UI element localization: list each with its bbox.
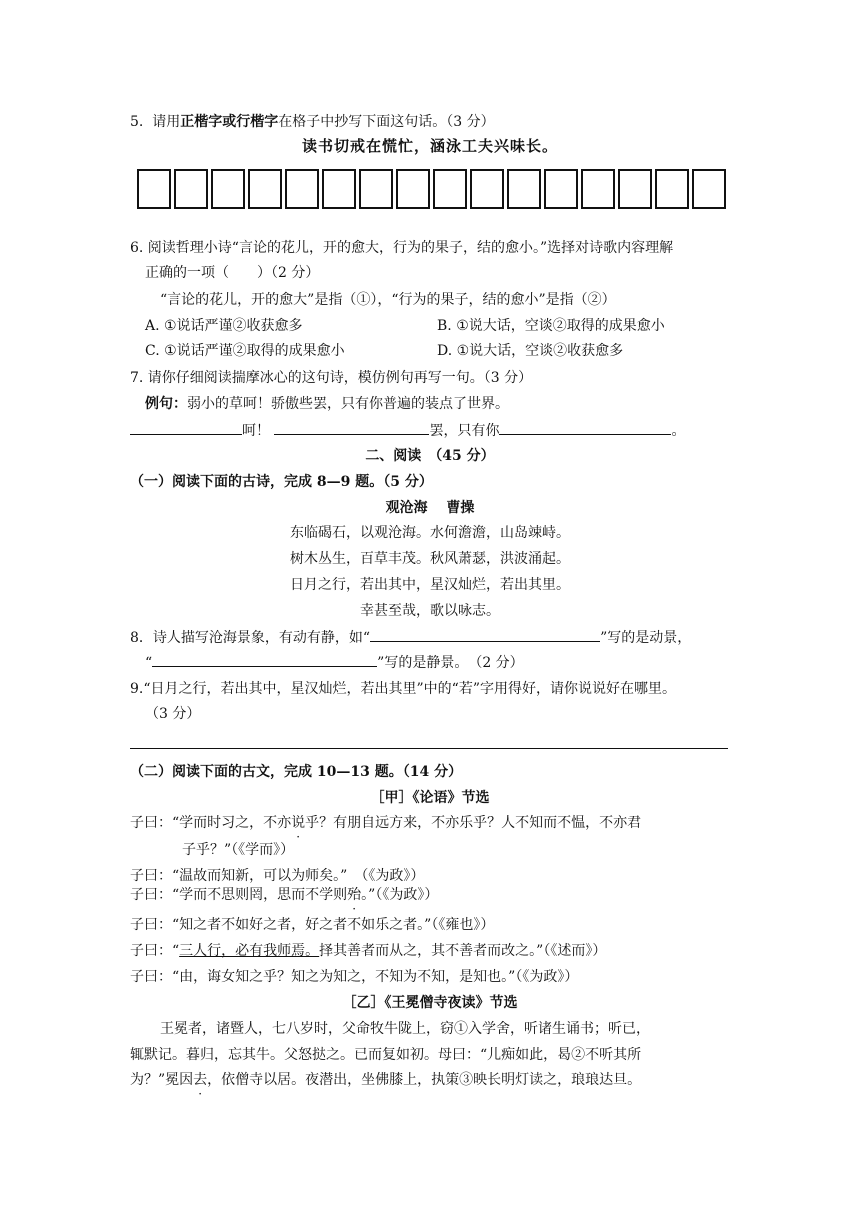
q5-pre: 请用 [152, 114, 181, 130]
poem-title: 观沧海 曹操 [385, 500, 475, 516]
q7-fill-1: 呵！ [242, 423, 270, 439]
ly5-underlined: 三人行，必有我师焉。 [179, 943, 320, 959]
part1-heading: （一）阅读下面的古诗，完成 8—9 题。（5 分） [130, 474, 433, 490]
wangmian-line2: 辄默记。暮归，忘其牛。父怒挞之。已而复如初。母曰：“儿痴如此，曷②不听其所 [130, 1047, 642, 1063]
q8-text-d: ”写的是静景。 （2 分） [377, 655, 524, 671]
wm3-b: ，依僧寺以居。夜潜出，坐佛膝上，执策③映长明灯读之，琅琅达旦。 [207, 1072, 642, 1088]
answer-line[interactable] [130, 748, 728, 749]
ly3-dotted-char: 殆 [347, 887, 362, 903]
grid-cell[interactable] [544, 169, 578, 209]
lunyu-6: 子曰：“由，诲女知之乎？知之为知之，不知为不知，是知也。”（《为政》） [130, 969, 579, 985]
q7-example [145, 394, 509, 414]
grid-cell[interactable] [322, 169, 356, 209]
q6-line1: 6. 阅读哲理小诗“言论的花儿，开的愈大，行为的果子，结的愈小。”选择对诗歌内容理解 [130, 240, 674, 256]
grid-cell[interactable] [211, 169, 245, 209]
q6-line3: “言论的花儿，开的愈大”是指（①），“行为的果子，结的愈小”是指（②） [160, 292, 616, 308]
grid-cell[interactable] [359, 169, 393, 209]
wangmian-line1: 王冕者，诸暨人，七八岁时，父命牧牛陇上，窃①入学舍，听诸生诵书；听已， [160, 1021, 650, 1037]
grid-cell[interactable] [433, 169, 467, 209]
q8-line1 [130, 627, 691, 648]
ly1-b: 乎？有朋自远方来，不亦乐乎？人不知而不愠，不亦君 [305, 815, 642, 831]
part2-heading: （二）阅读下面的古文，完成 10—13 题。（14 分） [130, 764, 463, 780]
yi-title: ［乙］《王冕僧寺夜读》节选 [342, 995, 518, 1011]
ly5-a: 子曰：“ [130, 943, 180, 959]
q7-example-text: 弱小的草呵！骄傲些罢，只有你普遍的装点了世界。 [187, 396, 509, 412]
q5-prompt [130, 112, 495, 132]
poem-line-3: 日月之行，若出其中，星汉灿烂，若出其里。 [290, 577, 570, 593]
q5-bold-text: 正楷字或行楷字 [180, 114, 279, 130]
grid-cell[interactable] [507, 169, 541, 209]
q8-line2 [145, 652, 524, 673]
q8-text-b: ”写的是动景， [600, 630, 692, 646]
grid-cell[interactable] [248, 169, 282, 209]
q6-line2: 正确的一项（ ）（2 分） [145, 265, 320, 281]
q7-blank-1[interactable] [130, 420, 242, 435]
q8-text-a: 8．诗人描写沧海景象，有动有静，如“ [130, 630, 371, 646]
grid-cell[interactable] [174, 169, 208, 209]
q9-line1: 9.“日月之行，若出其中，星汉灿烂，若出其里”中的“若”字用得好，请你说说好在哪里。 [130, 681, 676, 697]
grid-cell[interactable] [470, 169, 504, 209]
wm3-a: 为？”冕因 [130, 1072, 194, 1088]
jia-title: ［甲］《论语》节选 [370, 790, 490, 806]
q6-option-a: A. ①说话严谨②收获愈多 [145, 318, 303, 334]
q6-option-c: C. ①说话严谨②取得的成果愈小 [145, 343, 345, 359]
q7-fill-2: 罢，只有你 [429, 423, 500, 439]
ly3-a: 子曰：“学而不思则罔，思而不学则 [130, 887, 348, 903]
wm3-dotted-char: 去 [193, 1072, 208, 1088]
ly1-a: 子曰：“学而时习之，不亦 [130, 815, 292, 831]
q9-line2: （3 分） [145, 706, 201, 722]
q5-sentence: 读书切戒在慌忙，涵泳工夫兴味长。 [301, 137, 558, 155]
q7-blank-2[interactable] [274, 420, 429, 435]
lunyu-2: 子曰：“温故而知新，可以为师矣。” （《为政》） [130, 868, 425, 884]
lunyu-3 [130, 885, 438, 905]
lunyu-4: 子曰：“知之者不如好之者，好之者不如乐之者。”（《雍也》） [130, 917, 495, 933]
q6-option-b: B. ①说大话，空谈②取得的成果愈小 [437, 318, 665, 334]
poem-line-4: 幸甚至哉，歌以咏志。 [360, 603, 500, 619]
grid-cell[interactable] [581, 169, 615, 209]
lunyu-1-line2: 子乎？”（《学而》） [182, 842, 295, 858]
poem-line-2: 树木丛生，百草丰茂。秋风萧瑟，洪波涌起。 [290, 551, 570, 567]
poem-line-1: 东临碣石，以观沧海。水何澹澹，山岛竦峙。 [290, 525, 570, 541]
grid-cell[interactable] [396, 169, 430, 209]
q7-blank-3[interactable] [499, 420, 671, 435]
ly5-b: 择其善者而从之，其不善者而改之。”（《述而》） [319, 943, 607, 959]
grid-cell[interactable] [285, 169, 319, 209]
ly1-dotted-char: 说 [291, 815, 306, 831]
grid-cell[interactable] [655, 169, 689, 209]
wangmian-line3 [130, 1070, 641, 1090]
q6-option-d: D. ①说大话，空谈②收获愈多 [437, 343, 624, 359]
q7-line1: 7. 请你仔细阅读揣摩冰心的这句诗，模仿例句再写一句。（3 分） [130, 370, 533, 386]
q5-post: 在格子中抄写下面这句话。（3 分） [278, 114, 495, 130]
q8-blank-2[interactable] [152, 652, 377, 667]
q7-fill-line [130, 420, 685, 441]
q8-text-c: “ [145, 655, 153, 671]
q8-blank-1[interactable] [370, 627, 600, 642]
writing-grid[interactable] [137, 169, 729, 209]
ly3-b: 。”（《为政》） [361, 887, 439, 903]
grid-cell[interactable] [692, 169, 726, 209]
q7-fill-3: 。 [671, 423, 686, 439]
grid-cell[interactable] [137, 169, 171, 209]
section2-title: 二、阅读 （45 分） [365, 448, 495, 464]
lunyu-5 [130, 941, 606, 961]
q5-number: 5. [130, 114, 144, 130]
q7-example-label: 例句： [145, 396, 187, 412]
lunyu-1-line1 [130, 813, 641, 833]
grid-cell[interactable] [618, 169, 652, 209]
